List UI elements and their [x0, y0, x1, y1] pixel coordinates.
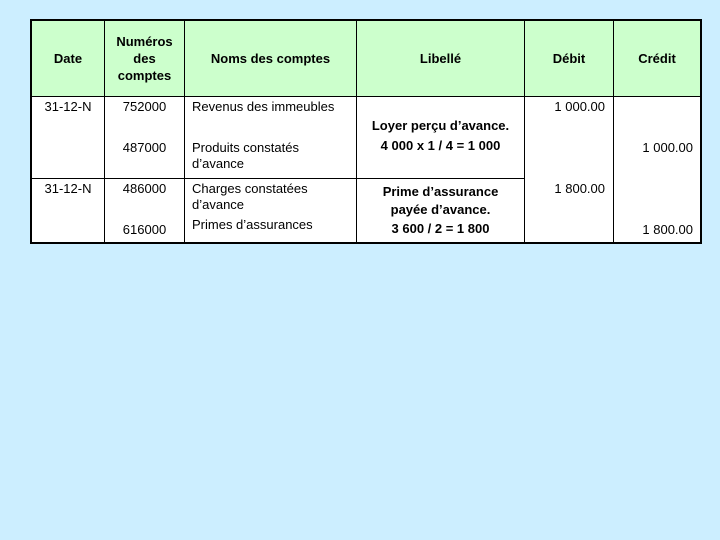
account-number: 486000 [122, 181, 167, 196]
libelle-line: 4 000 x 1 / 4 = 1 000 [380, 138, 501, 153]
libelle-line: payée d’avance. [390, 202, 491, 217]
entry-divider [32, 178, 356, 179]
entry-date: 31-12-N [44, 99, 92, 114]
header-libelle: Libellé [419, 51, 462, 66]
entry-date: 31-12-N [44, 181, 92, 196]
libelle-line: Loyer perçu d’avance. [371, 118, 510, 133]
journal-table [30, 19, 702, 244]
account-name: Primes d’assurances [192, 217, 313, 232]
account-name: Revenus des immeubles [192, 99, 335, 114]
libelle-line: Prime d’assurance [382, 184, 499, 199]
debit-amount: 1 800.00 [554, 181, 605, 196]
entry-divider [356, 178, 524, 179]
credit-amount: 1 800.00 [642, 222, 693, 237]
header-credit: Crédit [638, 51, 676, 66]
debit-amount: 1 000.00 [554, 99, 605, 114]
account-number: 487000 [122, 140, 167, 155]
header-noms: Noms des comptes [210, 51, 331, 66]
header-debit: Débit [552, 51, 586, 66]
libelle-line: 3 600 / 2 = 1 800 [391, 221, 490, 236]
header-date: Date [53, 51, 83, 66]
account-number: 752000 [122, 99, 167, 114]
credit-amount: 1 000.00 [642, 140, 693, 155]
header-numeros: Numéros des comptes [116, 34, 173, 83]
account-name: Charges constatées d’avance [192, 181, 308, 212]
account-name: Produits constatés d’avance [192, 140, 299, 171]
account-number: 616000 [122, 222, 167, 237]
